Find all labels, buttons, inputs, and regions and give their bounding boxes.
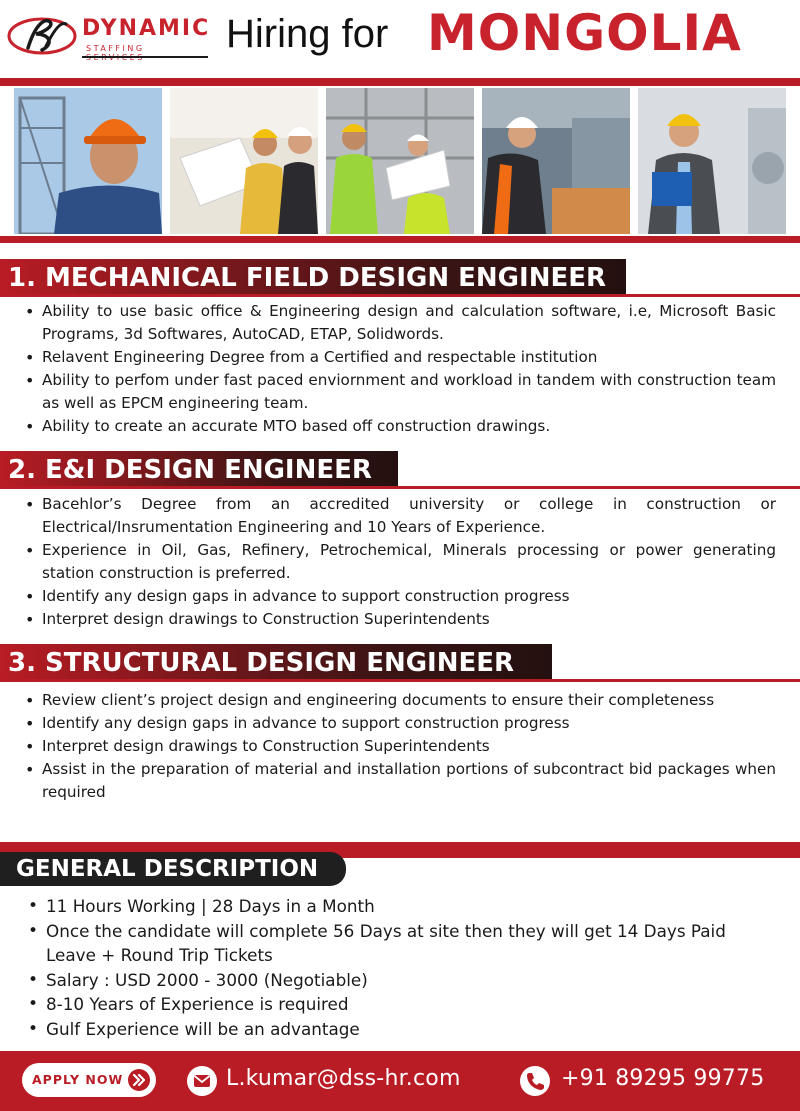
logo-underline [82,56,208,58]
mail-icon [186,1065,218,1097]
email-link[interactable]: L.kumar@dss-hr.com [226,1066,461,1091]
list-item: • Ability to create an accurate MTO based off construction drawings. [22,415,776,438]
photo-strip [14,88,786,234]
hiring-text: Hiring for [226,12,389,56]
list-item: • Once the candidate will complete 56 Days at site then they will get 14 Days Paid Leave + Round Trip Tickets [26,919,776,968]
double-chevron-right-icon [127,1068,151,1092]
inspector-clipboard-photo [638,88,786,234]
list-item: • Review client’s project design and engineering documents to ensure their completeness [22,689,776,712]
phone-link[interactable]: +91 89295 99775 [561,1066,765,1091]
brand-name: DYNAMIC [82,16,211,41]
list-item: • Ability to perfom under fast paced enviornment and workload in tandem with construction team as well as EPCM engineering team. [22,369,776,415]
list-item: • Experience in Oil, Gas, Refinery, Petrochemical, Minerals processing or power generating station construction is preferred. [22,539,776,585]
list-item: • Interpret design drawings to Construction Superintendents [22,735,776,758]
general-list [26,894,776,1042]
list-item: • Relavent Engineering Degree from a Certified and respectable institution [22,346,776,369]
section-1-heading: 1. MECHANICAL FIELD DESIGN ENGINEER [0,259,626,297]
apply-now-label: APPLY NOW [32,1072,124,1087]
scaffold-engineers-photo [326,88,474,234]
contact-footer [0,1051,800,1111]
list-item: • 8-10 Years of Experience is required [26,992,776,1017]
list-item: • Assist in the preparation of material and installation portions of subcontract bid packages when required [22,758,776,804]
section-1-underline [0,294,800,297]
list-item: • 11 Hours Working | 28 Days in a Month [26,894,776,919]
section-2-heading: 2. E&I DESIGN ENGINEER [0,451,398,489]
section-3-underline [0,679,800,682]
list-item: • Interpret design drawings to Construction Superintendents [22,608,776,631]
phone-icon [519,1065,551,1097]
section-2-list [22,493,776,631]
list-item: • Ability to use basic office & Engineering design and calculation software, i.e, Microsoft Basic Programs, 3d Softwares, AutoCAD, ETAP, Solidwords. [22,300,776,346]
company-logo [6,12,211,62]
header-divider [0,78,800,86]
factory-engineer-photo [482,88,630,234]
country-title: MONGOLIA [427,4,742,62]
list-item: • Identify any design gaps in advance to support construction progress [22,585,776,608]
section-2-underline [0,486,800,489]
apply-now-button[interactable] [22,1063,156,1097]
ds-monogram-icon [6,12,78,58]
photo-divider [0,236,800,243]
list-item: • Identify any design gaps in advance to support construction progress [22,712,776,735]
section-3-heading: 3. STRUCTURAL DESIGN ENGINEER [0,644,552,682]
section-1-list [22,300,776,438]
general-heading: GENERAL DESCRIPTION [0,852,346,886]
brand-tagline: STAFFING [86,44,145,53]
list-item: • Bacehlor’s Degree from an accredited university or college in construction or Electrical/Insrumentation Engineering and 10 Years of Experience. [22,493,776,539]
oil-rig-worker-photo [14,88,162,234]
section-3-list [22,689,776,804]
list-item: • Salary : USD 2000 - 3000 (Negotiable) [26,968,776,993]
engineers-blueprint-photo [170,88,318,234]
list-item: • Gulf Experience will be an advantage [26,1017,776,1042]
header [0,0,800,78]
